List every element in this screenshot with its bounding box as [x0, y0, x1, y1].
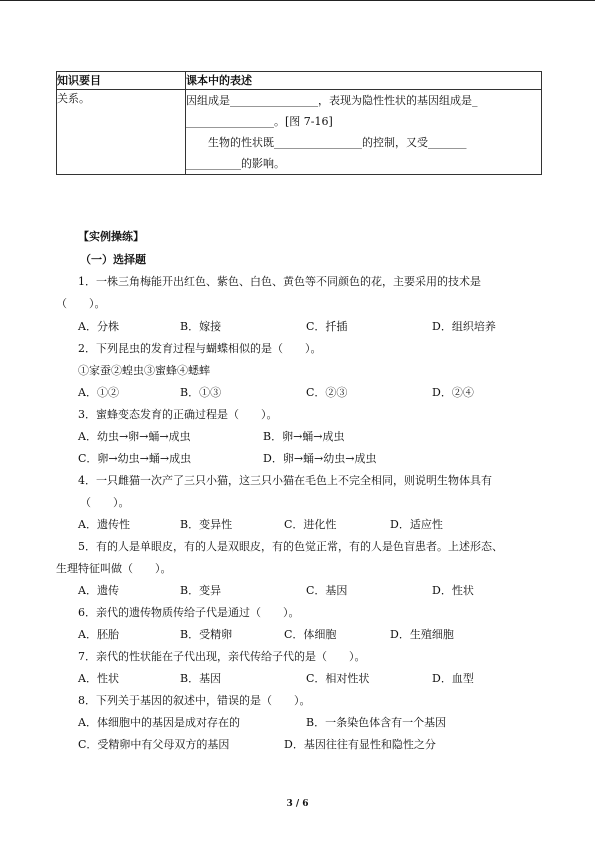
- question-text: （ ）。: [56, 297, 106, 310]
- answer-option: C．卵→幼虫→蛹→成虫: [78, 452, 192, 465]
- answer-option: B．受精卵: [180, 628, 233, 641]
- section-title: 【实例操练】: [78, 230, 144, 243]
- answer-option: A．体细胞中的基因是成对存在的: [78, 716, 240, 729]
- answer-option: A．遗传: [78, 584, 119, 597]
- answer-option: D．性状: [432, 584, 474, 597]
- question-text: 3．蜜蜂变态发育的正确过程是（ ）。: [78, 408, 278, 421]
- table-header-row: [57, 72, 542, 90]
- answer-option: A．遗传性: [78, 518, 130, 531]
- answer-option: D．组织培养: [432, 320, 496, 333]
- question-text: 8．下列关于基因的叙述中，错误的是（ ）。: [78, 694, 311, 707]
- answer-option: C．进化性: [284, 518, 337, 531]
- answer-option: A．①②: [78, 386, 119, 399]
- question-text: ①家蚕②蝗虫③蜜蜂④蟋蟀: [78, 364, 210, 377]
- answer-option: C．受精卵中有父母双方的基因: [78, 738, 230, 751]
- table-cell-topic: 关系。: [57, 90, 186, 175]
- answer-option: D．卵→蛹→幼虫→成虫: [263, 452, 377, 465]
- answer-option: C．基因: [306, 584, 348, 597]
- question-text: 2．下列昆虫的发育过程与蝴蝶相似的是（ ）。: [78, 342, 322, 355]
- header-rule: [0, 0, 595, 1]
- question-text: 5．有的人是单眼皮，有的人是双眼皮，有的色觉正常，有的人是色盲患者。上述形态、: [78, 540, 503, 553]
- answer-option: C．相对性状: [306, 672, 370, 685]
- answer-option: B．①③: [180, 386, 222, 399]
- answer-option: D．血型: [432, 672, 474, 685]
- answer-option: D．生殖细胞: [390, 628, 454, 641]
- answer-option: B．变异: [180, 584, 222, 597]
- answer-option: B．一条染色体含有一个基因: [306, 716, 447, 729]
- answer-option: A．胚胎: [78, 628, 119, 641]
- answer-option: D．②④: [432, 386, 474, 399]
- table-cell-statement: [186, 90, 542, 175]
- answer-option: C．体细胞: [284, 628, 337, 641]
- answer-option: B．基因: [180, 672, 222, 685]
- answer-option: B．嫁接: [180, 320, 222, 333]
- answer-option: A．性状: [78, 672, 119, 685]
- answer-option: D．基因往往有显性和隐性之分: [284, 738, 436, 751]
- question-text: 生理特征叫做（ ）。: [56, 562, 172, 575]
- table-header-statement: 课本中的表述: [186, 72, 542, 90]
- answer-option: B．变异性: [180, 518, 233, 531]
- statement-line: 因组成是________________，表现为隐性性状的基因组成是_: [186, 94, 478, 107]
- subsection-title: （一）选择题: [80, 253, 146, 266]
- question-text: 7．亲代的性状能在子代出现，亲代传给子代的是（ ）。: [78, 650, 366, 663]
- question-text: 4．一只雌猫一次产了三只小猫，这三只小猫在毛色上不完全相同，则说明生物体具有: [78, 474, 492, 487]
- statement-line: ________________。[图 7-16]: [186, 115, 333, 128]
- statement-line: 生物的性状既________________的控制，又受_______: [208, 136, 467, 149]
- table-header-topic: 知识要目: [57, 72, 186, 90]
- answer-option: C．②③: [306, 386, 348, 399]
- answer-option: A．幼虫→卵→蛹→成虫: [78, 430, 191, 443]
- question-text: 1．一株三角梅能开出红色、紫色、白色、黄色等不同颜色的花，主要采用的技术是: [78, 275, 481, 288]
- question-text: （ ）。: [80, 496, 130, 509]
- answer-option: C．扦插: [306, 320, 348, 333]
- knowledge-table: [56, 71, 542, 175]
- question-text: 6．亲代的遗传物质传给子代是通过（ ）。: [78, 606, 300, 619]
- answer-option: D．适应性: [390, 518, 443, 531]
- answer-option: B．卵→蛹→成虫: [263, 430, 345, 443]
- answer-option: A．分株: [78, 320, 119, 333]
- statement-line: __________的影响。: [186, 157, 285, 170]
- table-row: [57, 90, 542, 175]
- page-number: 3 / 6: [286, 799, 309, 809]
